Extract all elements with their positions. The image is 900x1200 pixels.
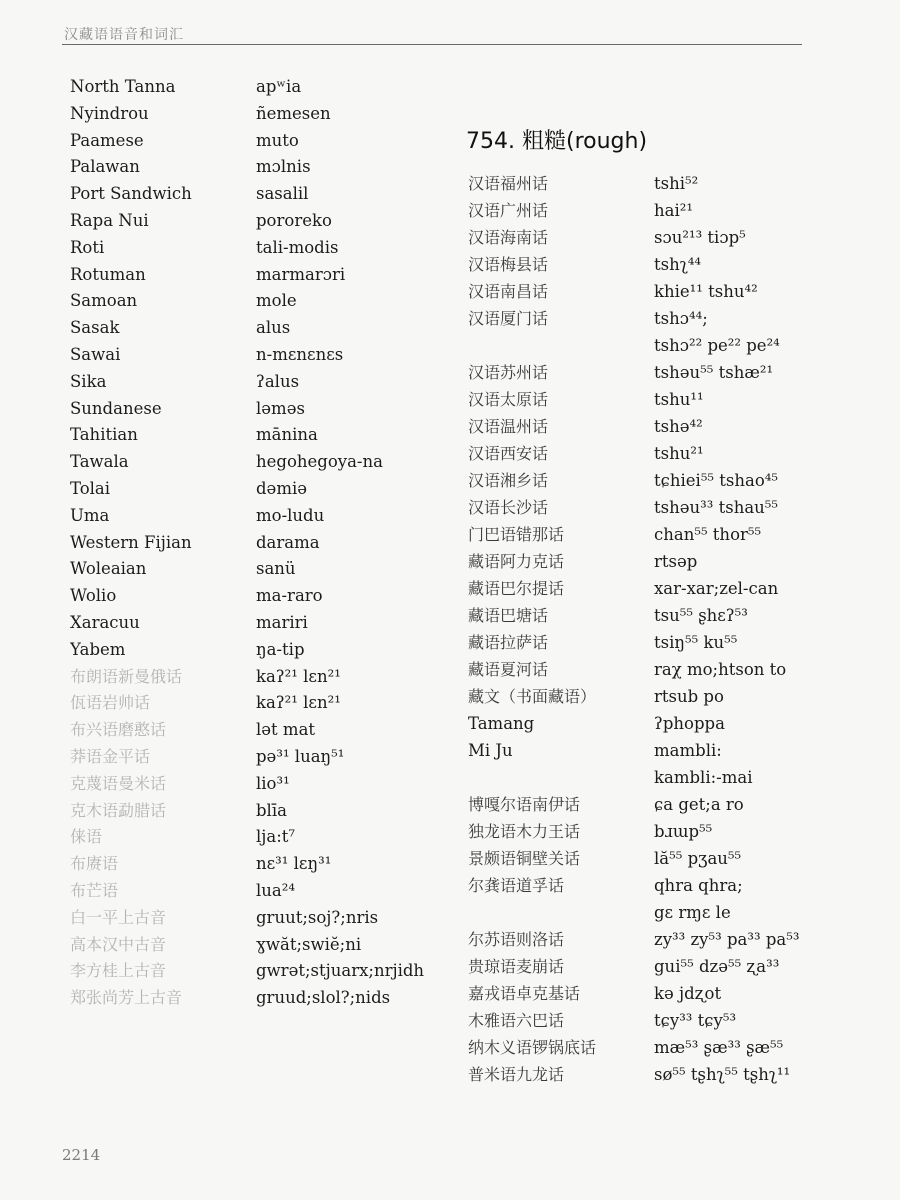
word-entry [468, 980, 868, 1007]
right-word-list [468, 170, 868, 1088]
language-name: Rapa Nui [70, 210, 149, 230]
language-name: 郑张尚芳上古音 [70, 988, 183, 1008]
word-form: tshɔ²² pe²² pe²⁴ [654, 336, 780, 355]
word-entry [468, 494, 868, 521]
word-form: ŋa-tip [256, 639, 305, 659]
word-entry [468, 764, 868, 791]
word-entry [70, 101, 450, 128]
word-form: n-mɛnɛnɛs [256, 344, 344, 364]
word-form: ʔalus [256, 371, 300, 391]
word-form: zy³³ zy⁵³ pa³³ pa⁵³ [654, 930, 800, 949]
language-name: 汉语厦门话 [468, 309, 549, 328]
word-form: lă⁵⁵ pʒau⁵⁵ [654, 849, 742, 868]
word-entry [70, 503, 450, 530]
word-entry [468, 332, 868, 359]
language-name: 藏语夏河话 [468, 660, 549, 679]
word-entry [70, 771, 450, 798]
word-form: muto [256, 130, 299, 150]
word-form: tsiŋ⁵⁵ ku⁵⁵ [654, 633, 738, 652]
word-entry [468, 521, 868, 548]
word-entry [468, 575, 868, 602]
word-form: blīa [256, 800, 287, 820]
language-name: Tahitian [70, 425, 138, 445]
word-entry [70, 905, 450, 932]
word-entry [70, 262, 450, 289]
language-name: Tolai [70, 478, 111, 498]
header-rule [62, 44, 802, 45]
language-name: 门巴语错那话 [468, 525, 565, 544]
word-form: ñemesen [256, 103, 331, 123]
language-name: 汉语南昌话 [468, 282, 549, 301]
language-name: 佤语岩帅话 [70, 693, 151, 713]
word-form: mole [256, 291, 297, 311]
word-form: tshəu⁵⁵ tshæ²¹ [654, 363, 774, 382]
word-entry [468, 467, 868, 494]
word-entry [70, 556, 450, 583]
language-name: 嘉戎语卓克基话 [468, 984, 581, 1003]
word-form: tɕy³³ tɕy⁵³ [654, 1011, 737, 1030]
language-name: 莽语金平话 [70, 746, 151, 766]
word-entry [70, 315, 450, 342]
word-form: mānina [256, 425, 318, 445]
word-entry [468, 1007, 868, 1034]
word-entry [468, 872, 868, 899]
word-entry [70, 449, 450, 476]
word-entry [468, 926, 868, 953]
language-name: Woleaian [70, 559, 147, 579]
language-name: Roti [70, 237, 105, 257]
word-form: qhra qhra; [654, 876, 743, 895]
word-entry [70, 128, 450, 155]
word-form: alus [256, 318, 291, 338]
word-entry [468, 413, 868, 440]
language-name: Sika [70, 371, 107, 391]
word-entry [468, 683, 868, 710]
word-form: tali-modis [256, 237, 339, 257]
language-name: Sundanese [70, 398, 162, 418]
word-entry [70, 958, 450, 985]
language-name: Paamese [70, 130, 144, 150]
language-name: 藏文（书面藏语） [468, 687, 597, 706]
word-entry [468, 953, 868, 980]
language-name: Tamang [468, 714, 535, 733]
language-name: 独龙语木力王话 [468, 822, 581, 841]
word-form: chan⁵⁵ thor⁵⁵ [654, 525, 762, 544]
language-name: 汉语福州话 [468, 174, 549, 193]
language-name: 尔苏语则洛话 [468, 930, 565, 949]
language-name: Nyindrou [70, 103, 149, 123]
word-entry [70, 288, 450, 315]
word-entry [70, 932, 450, 959]
word-entry [468, 548, 868, 575]
word-entry [468, 1034, 868, 1061]
language-name: 汉语湘乡话 [468, 471, 549, 490]
language-name: 汉语梅县话 [468, 255, 549, 274]
language-name: Yabem [70, 639, 126, 659]
language-name: 博嘎尔语南伊话 [468, 795, 581, 814]
language-name: 汉语太原话 [468, 390, 549, 409]
word-entry [70, 985, 450, 1012]
word-form: kaʔ²¹ lɛn²¹ [256, 666, 341, 686]
language-name: Tawala [70, 452, 129, 472]
word-form: tshu²¹ [654, 444, 704, 463]
language-name: 汉语温州话 [468, 417, 549, 436]
word-entry [70, 851, 450, 878]
word-entry [468, 386, 868, 413]
language-name: Mi Ju [468, 741, 513, 760]
word-entry [468, 845, 868, 872]
word-form: lja:t⁷ [256, 827, 296, 847]
section-heading [466, 124, 647, 155]
word-entry [70, 610, 450, 637]
word-form: xar-xar;zel-can [654, 579, 779, 598]
word-form: pororeko [256, 210, 332, 230]
language-name: Western Fijian [70, 532, 192, 552]
language-name: 汉语苏州话 [468, 363, 549, 382]
word-form: tshu¹¹ [654, 390, 704, 409]
word-form: ma-raro [256, 586, 323, 606]
language-name: Samoan [70, 291, 138, 311]
word-form: rtsub po [654, 687, 724, 706]
language-name: 汉语长沙话 [468, 498, 549, 517]
word-form: lət mat [256, 720, 316, 740]
word-form: ɣwăt;swiĕ;ni [256, 934, 362, 954]
language-name: 克木语勐腊话 [70, 800, 167, 820]
language-name: 白一平上古音 [70, 907, 167, 927]
word-form: tshəu³³ tshau⁵⁵ [654, 498, 779, 517]
word-entry [70, 664, 450, 691]
word-form: apʷia [256, 77, 302, 96]
word-form: raχ mo;htson to [654, 660, 787, 679]
word-form: ɕa get;a ro [654, 795, 744, 814]
word-entry [468, 197, 868, 224]
word-entry [70, 235, 450, 262]
word-form: sø⁵⁵ tʂhʅ⁵⁵ tʂhʅ¹¹ [654, 1065, 791, 1084]
word-form: mɔlnis [256, 157, 311, 177]
word-form: pə³¹ luaŋ⁵¹ [256, 746, 345, 766]
word-entry [468, 602, 868, 629]
word-form: marmarɔri [256, 264, 346, 284]
word-entry [70, 744, 450, 771]
language-name: 汉语海南话 [468, 228, 549, 247]
word-entry [70, 798, 450, 825]
word-entry [468, 656, 868, 683]
word-entry [468, 791, 868, 818]
word-form: tshə⁴² [654, 417, 703, 436]
language-name: Rotuman [70, 264, 146, 284]
language-name: 汉语西安话 [468, 444, 549, 463]
word-form: hegohegoya-na [256, 452, 383, 472]
word-entry [70, 824, 450, 851]
word-entry [70, 74, 450, 101]
word-entry [70, 878, 450, 905]
word-entry [468, 278, 868, 305]
word-entry [70, 342, 450, 369]
language-name: Uma [70, 505, 110, 525]
word-form: darama [256, 532, 320, 552]
word-form: tshɔ⁴⁴; [654, 309, 708, 328]
running-header: 汉藏语语音和词汇 [64, 27, 184, 43]
word-entry [468, 710, 868, 737]
word-form: rtsəp [654, 552, 698, 571]
word-entry [468, 629, 868, 656]
word-form: kambli:-mai [654, 768, 753, 787]
word-entry [70, 717, 450, 744]
word-form: hai²¹ [654, 201, 693, 220]
word-form: gwrət;stjuarx;nrjidh [256, 961, 425, 981]
word-entry [468, 170, 868, 197]
word-form: kə jdʐot [654, 984, 722, 1003]
language-name: 藏语巴尔提话 [468, 579, 565, 598]
word-entry [468, 224, 868, 251]
language-name: 景颇语铜壁关话 [468, 849, 581, 868]
language-name: 李方桂上古音 [70, 961, 167, 981]
language-name: 布芒语 [70, 880, 119, 900]
word-form: bɹɯp⁵⁵ [654, 822, 713, 841]
word-entry [468, 899, 868, 926]
word-form: gruud;slol?;nids [256, 988, 391, 1008]
word-form: tsu⁵⁵ ʂhɛʔ⁵³ [654, 606, 748, 625]
language-name: 贵琼语麦崩话 [468, 957, 565, 976]
word-form: tshi⁵² [654, 174, 699, 193]
word-form: dəmiə [256, 478, 308, 498]
word-entry [468, 737, 868, 764]
word-entry [70, 208, 450, 235]
left-word-list [70, 74, 450, 1012]
language-name: 普米语九龙话 [468, 1065, 565, 1084]
language-name: Port Sandwich [70, 184, 192, 204]
word-form: mo-ludu [256, 505, 325, 525]
section-title: 粗糙(rough) [521, 129, 648, 154]
language-name: 藏语巴塘话 [468, 606, 549, 625]
word-entry [70, 181, 450, 208]
language-name: 克蔑语曼米话 [70, 773, 167, 793]
word-form: ʔphoppa [654, 714, 725, 733]
word-entry [70, 530, 450, 557]
word-entry [70, 422, 450, 449]
language-name: 布朗语新曼俄话 [70, 666, 183, 686]
language-name: Sasak [70, 318, 120, 338]
language-name: Palawan [70, 157, 140, 177]
word-form: tɕhiei⁵⁵ tshao⁴⁵ [654, 471, 779, 490]
word-form: mariri [256, 612, 308, 632]
word-entry [70, 690, 450, 717]
word-form: sasalil [256, 184, 309, 204]
language-name: Xaracuu [70, 612, 140, 632]
word-form: ləməs [256, 398, 305, 418]
language-name: 布兴语磨憨话 [70, 720, 167, 740]
word-entry [468, 440, 868, 467]
language-name: 纳木义语锣锅底话 [468, 1038, 597, 1057]
language-name: 汉语广州话 [468, 201, 549, 220]
word-form: gɛ rɱɛ le [654, 903, 731, 922]
word-form: mambli: [654, 741, 722, 760]
language-name: Wolio [70, 586, 117, 606]
word-entry [70, 583, 450, 610]
word-form: kaʔ²¹ lɛn²¹ [256, 693, 341, 713]
language-name: 尔龚语道孚话 [468, 876, 565, 895]
word-entry [468, 305, 868, 332]
word-entry [468, 359, 868, 386]
language-name: Sawai [70, 344, 121, 364]
word-form: mæ⁵³ ʂæ³³ ʂæ⁵⁵ [654, 1038, 784, 1057]
word-form: lua²⁴ [256, 880, 295, 900]
word-entry [70, 154, 450, 181]
word-form: gui⁵⁵ dzə⁵⁵ ʐa³³ [654, 957, 780, 976]
word-form: lio³¹ [256, 773, 290, 793]
word-entry [468, 1061, 868, 1088]
word-form: gruut;soj?;nris [256, 907, 379, 927]
language-name: 高本汉中古音 [70, 934, 167, 954]
word-form: sɔu²¹³ tiɔp⁵ [654, 228, 746, 247]
word-entry [468, 818, 868, 845]
word-entry [70, 476, 450, 503]
language-name: 藏语阿力克话 [468, 552, 565, 571]
word-form: nɛ³¹ lɛŋ³¹ [256, 854, 332, 874]
word-entry [70, 637, 450, 664]
word-entry [70, 396, 450, 423]
word-form: sanü [256, 559, 296, 579]
word-entry [468, 251, 868, 278]
language-name: 俫语 [70, 827, 103, 847]
language-name: 布赓语 [70, 854, 119, 874]
language-name: 藏语拉萨话 [468, 633, 549, 652]
language-name: 木雅语六巴话 [468, 1011, 565, 1030]
word-form: khie¹¹ tshu⁴² [654, 282, 758, 301]
language-name: North Tanna [70, 77, 176, 96]
word-form: tshʅ⁴⁴ [654, 255, 701, 274]
section-number: 754. [466, 129, 515, 154]
page-number: 2214 [62, 1146, 101, 1164]
word-entry [70, 369, 450, 396]
